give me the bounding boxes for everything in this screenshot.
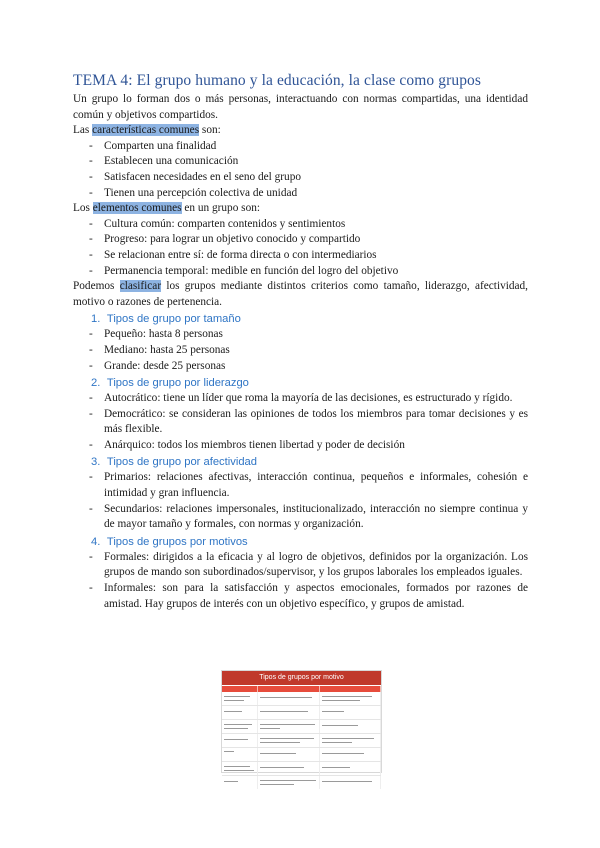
figure-cell (222, 748, 258, 761)
list-item: - Establecen una comunicación (73, 154, 528, 170)
text-line (224, 696, 250, 697)
text-line (260, 724, 315, 725)
figure-cell (258, 734, 321, 747)
lead-text: Los (73, 202, 93, 215)
text-line (322, 725, 358, 726)
figure-cell (320, 762, 381, 775)
list-item: - Permanencia temporal: medible en función del logro del objetivo (73, 264, 528, 280)
text-line (322, 738, 374, 739)
text-line (260, 784, 294, 785)
text-line (322, 742, 352, 743)
list-item: - Autocrático: tiene un líder que roma la mayoría de las decisiones, es estructurado y rígido. (73, 391, 528, 407)
figure-cell (320, 748, 381, 761)
lead-text: son: (199, 124, 221, 137)
figure-cell (258, 706, 321, 719)
section-heading-size (73, 311, 528, 327)
text-line (260, 742, 300, 743)
page-title: TEMA 4: El grupo humano y la educación, la clase como grupos (73, 72, 482, 89)
section-heading-motives (73, 534, 528, 550)
figure-cell (320, 720, 381, 733)
highlighted-text: clasificar (119, 280, 162, 293)
figure-row (222, 734, 381, 748)
text-line (224, 724, 252, 725)
text-line (224, 770, 254, 771)
list-item: - Pequeño: hasta 8 personas (73, 327, 528, 343)
intro-paragraph: Un grupo lo forman dos o más personas, interactuando con normas compartidas, una identidad común y objetivos compartidos. (73, 93, 528, 121)
list-item: - Tienen una percepción colectiva de unidad (73, 186, 528, 202)
figure-cell (222, 692, 258, 705)
text-line (322, 781, 372, 782)
text-line (260, 711, 308, 712)
text-line (224, 700, 244, 701)
affectivity-list (73, 470, 528, 532)
document-page (73, 72, 528, 612)
text-line (260, 780, 316, 781)
text-line (260, 767, 304, 768)
figure-title: Tipos de grupos por motivo (222, 671, 381, 685)
figure-row (222, 762, 381, 776)
text-line (322, 767, 350, 768)
text-line (260, 753, 296, 754)
lead-text: en un grupo son: (181, 202, 261, 215)
highlighted-text: elementos comunes (92, 202, 182, 215)
motives-table-image (221, 670, 382, 773)
paragraph-text: los grupos mediante distintos criterios como tamaño, liderazgo, afectividad, motivo o razones de pertenencia. (73, 280, 529, 308)
figure-cell (222, 720, 258, 733)
text-line (224, 781, 238, 782)
lead-text: Las (73, 124, 93, 137)
section-title: Tipos de grupo por liderazgo (106, 377, 249, 390)
text-line (224, 711, 242, 712)
text-line (322, 711, 344, 712)
text-line (260, 697, 312, 698)
list-item: - Democrático: se consideran las opiniones de todos los miembros para tomar decisiones y es más flexible. (73, 407, 528, 438)
text-line (260, 738, 314, 739)
list-item: - Anárquico: todos los miembros tienen libertad y poder de decisión (73, 438, 528, 454)
caracteristicas-list (73, 139, 528, 201)
list-item: - Se relacionan entre sí: de forma directa o con intermediarios (73, 248, 528, 264)
caracteristicas-lead (73, 123, 528, 139)
elementos-list (73, 217, 528, 279)
text-line (224, 766, 250, 767)
figure-cell (320, 706, 381, 719)
list-item: - Informales: son para la satisfacción y aspectos emocionales, formados por razones de amistad. Hay grupos de interés con un objetivo específico, y grupos de amistad. (73, 581, 528, 612)
text-line (224, 751, 234, 752)
section-title: Tipos de grupos por motivos (106, 535, 248, 548)
section-heading-affectivity (73, 454, 528, 470)
figure-cell (222, 776, 258, 789)
list-item: - Satisfacen necesidades en el seno del grupo (73, 170, 528, 186)
figure-cell (258, 776, 321, 789)
section-title: Tipos de grupo por afectividad (106, 456, 257, 469)
figure-cell (258, 762, 321, 775)
paragraph-text: Podemos (73, 280, 120, 293)
figure-row (222, 720, 381, 734)
leadership-list (73, 391, 528, 453)
section-number: 2. (91, 377, 101, 390)
figure-row (222, 748, 381, 762)
section-number: 1. (91, 313, 101, 326)
text-line (322, 700, 360, 701)
elementos-lead (73, 201, 528, 217)
section-heading-leadership (73, 375, 528, 391)
figure-cell (222, 762, 258, 775)
figure-cell (258, 720, 321, 733)
text-line (224, 739, 248, 740)
text-line (322, 696, 372, 697)
list-item: - Primarios: relaciones afectivas, interacción continua, pequeños e informales, cohesión e intimidad y gran influencia. (73, 470, 528, 501)
figure-cell (258, 748, 321, 761)
text-line (224, 728, 248, 729)
size-list (73, 327, 528, 374)
list-item: - Progreso: para lograr un objetivo conocido y compartido (73, 232, 528, 248)
text-line (260, 728, 280, 729)
figure-cell (258, 692, 321, 705)
list-item: - Cultura común: comparten contenidos y sentimientos (73, 217, 528, 233)
figure-row (222, 776, 381, 789)
section-title: Tipos de grupo por tamaño (106, 313, 241, 326)
list-item: - Comparten una finalidad (73, 139, 528, 155)
figure-cell (320, 776, 381, 789)
highlighted-text: características comunes (92, 124, 200, 137)
figure-row (222, 692, 381, 706)
figure-cell (222, 734, 258, 747)
figure-cell (320, 692, 381, 705)
motives-list (73, 550, 528, 612)
clasificar-paragraph (73, 279, 528, 310)
figure-cell (320, 734, 381, 747)
section-number: 4. (91, 535, 101, 548)
figure-cell (222, 706, 258, 719)
list-item: - Mediano: hasta 25 personas (73, 343, 528, 359)
section-number: 3. (91, 456, 101, 469)
text-line (322, 753, 364, 754)
figure-row (222, 706, 381, 720)
list-item: - Formales: dirigidos a la eficacia y al logro de objetivos, definidos por la organización. Los grupos de mando son subordinados/supervisor, y los grupos laborales los empleados iguales. (73, 550, 528, 581)
list-item: - Grande: desde 25 personas (73, 359, 528, 375)
list-item: - Secundarios: relaciones impersonales, institucionalizado, interacción no siempre continua y de mayor tamaño y formales, con normas y organización. (73, 502, 528, 533)
